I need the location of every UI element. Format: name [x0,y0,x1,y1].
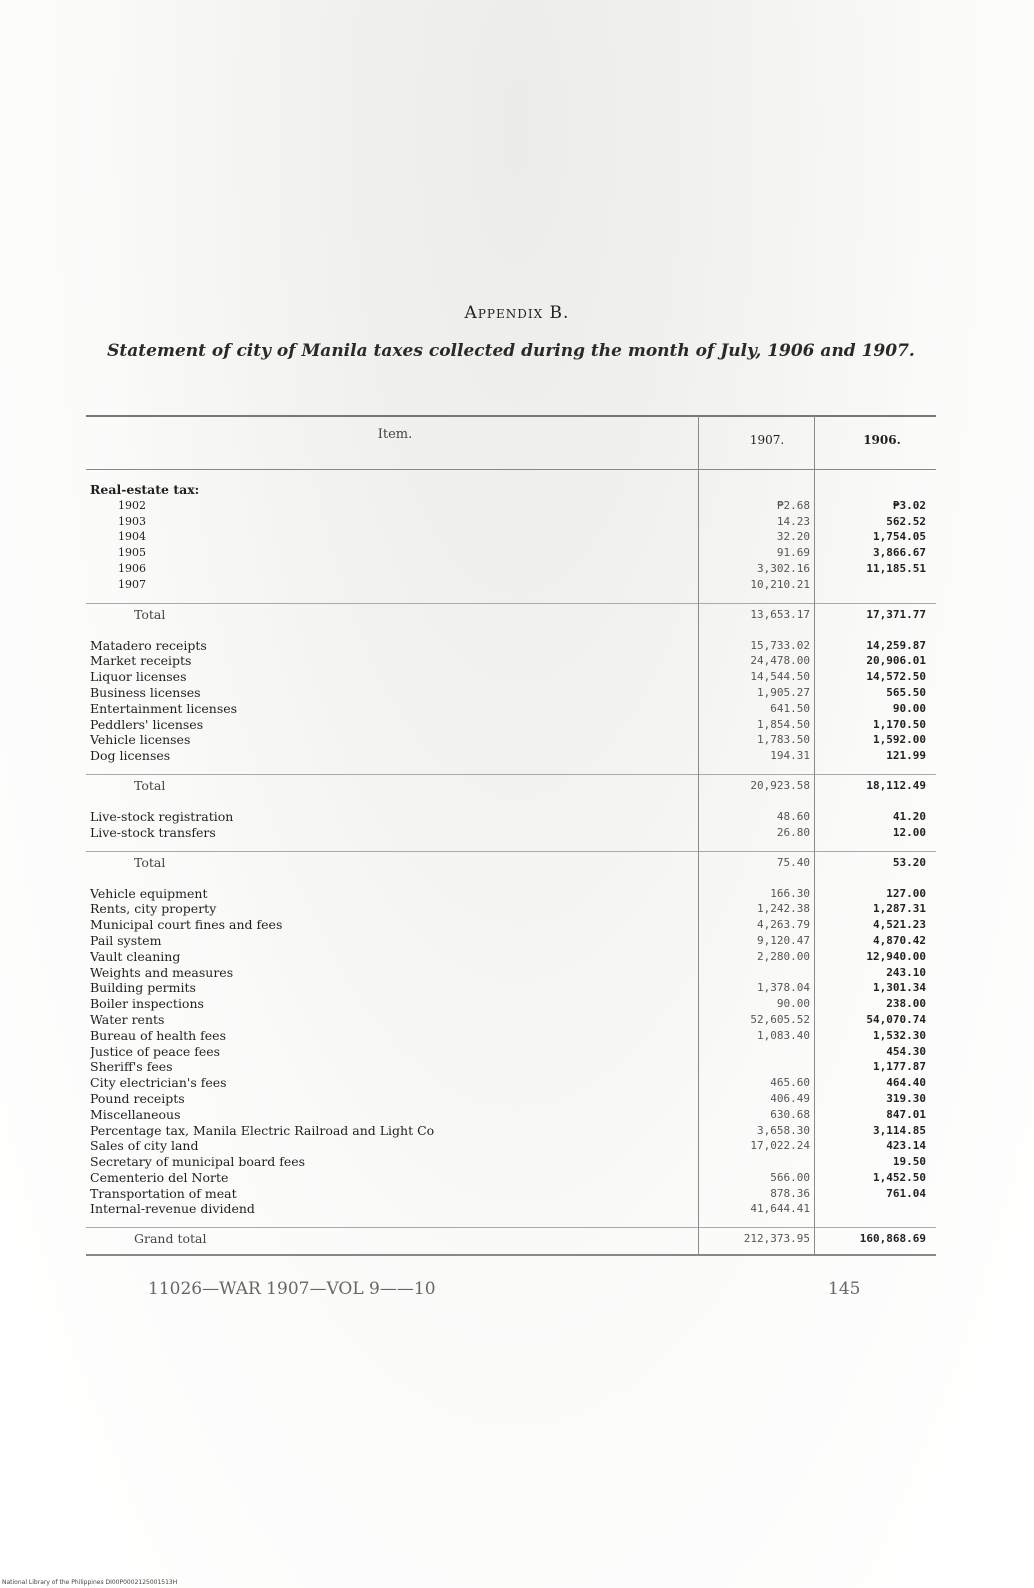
value-1907: 406.49 [770,1091,810,1105]
row-label: Entertainment licenses [90,700,238,716]
value-1906: 11,185.51 [866,561,926,575]
row-label: Peddlers' licenses [90,716,204,732]
value-1906: 1,532.30 [873,1028,926,1042]
total-1907: 75.40 [776,855,810,869]
total-row [86,774,936,797]
value-1907: 566.00 [770,1170,810,1184]
total-label: Total [134,606,166,622]
value-1906: 847.01 [886,1107,926,1121]
row-label: Cementerio del Norte [90,1169,229,1185]
value-1907: 465.60 [770,1076,810,1090]
value-1907: ₱2.68 [776,498,810,512]
table-row [86,717,936,733]
row-label: Vehicle licenses [90,732,191,748]
value-1906: 243.10 [886,965,926,979]
value-1906: 14,572.50 [866,670,926,684]
page-number: 145 [828,1279,861,1299]
value-1906: 1,177.87 [873,1060,926,1074]
row-label: Transportation of meat [90,1185,237,1201]
table-row [86,529,936,545]
total-1906: 160,868.69 [859,1232,926,1246]
total-label: Total [134,854,166,870]
table-row [86,577,936,593]
value-1906: 4,521.23 [873,918,926,932]
table-row [86,498,936,514]
table-row [86,965,936,981]
value-1907: 194.31 [770,749,810,763]
table-row [86,949,936,965]
column-header-1906: 1906. [863,433,901,447]
value-1906: 41.20 [892,809,926,823]
row-label: Municipal court fines and fees [90,917,283,933]
total-1907: 13,653.17 [750,607,810,621]
value-1906: 565.50 [886,685,926,699]
value-1906: 1,287.31 [873,902,926,916]
total-gap [86,1217,936,1227]
tax-table [86,415,936,1256]
table-row [86,1107,936,1123]
section-gap [86,797,936,809]
page-footer: 11026—WAR 1907—VOL 9——10 [148,1279,436,1299]
table-row [86,561,936,577]
row-label: City electrician's fees [90,1075,227,1091]
section-gap [86,626,936,638]
value-1907: 26.80 [776,825,810,839]
row-label: Rents, city property [90,901,217,917]
table-row [86,1059,936,1075]
table-row [86,996,936,1012]
table-row [86,980,936,996]
table-row [86,933,936,949]
table-row [86,1186,936,1202]
value-1906: 1,452.50 [873,1170,926,1184]
table-row [86,748,936,764]
table-row [86,545,936,561]
table-row [86,1154,936,1170]
total-row [86,1227,936,1250]
row-label: Vehicle equipment [90,885,208,901]
value-1907: 9,120.47 [757,933,810,947]
section-gap [86,874,936,886]
table-row [86,701,936,717]
value-1906: 761.04 [886,1186,926,1200]
table-row [86,1044,936,1060]
section-heading [86,482,936,498]
table-row [86,886,936,902]
value-1907: 4,263.79 [757,918,810,932]
value-1906: 90.00 [892,701,926,715]
row-label: Live-stock registration [90,808,234,824]
value-1907: 1,854.50 [757,717,810,731]
row-label: Secretary of municipal board fees [90,1154,306,1170]
value-1907: 14.23 [776,514,810,528]
row-label: 1905 [118,546,146,560]
value-1906: 4,870.42 [873,933,926,947]
row-label: Sheriff's fees [90,1059,173,1075]
table-row [86,638,936,654]
value-1906: 14,259.87 [866,638,926,652]
value-1907: 641.50 [770,701,810,715]
row-label: Internal-revenue dividend [90,1201,255,1217]
row-label: Vault cleaning [90,948,181,964]
total-gap [86,593,936,603]
row-label: Sales of city land [90,1138,199,1154]
row-label: Weights and measures [90,964,234,980]
value-1907: 32.20 [776,530,810,544]
total-gap [86,841,936,851]
appendix-heading: Appendix B. [464,303,570,323]
row-label: Miscellaneous [90,1106,181,1122]
value-1907: 1,083.40 [757,1028,810,1042]
value-1907: 10,210.21 [750,577,810,591]
row-label: Market receipts [90,653,192,669]
value-1907: 1,905.27 [757,685,810,699]
value-1907: 41,644.41 [750,1202,810,1216]
total-1906: 53.20 [892,855,926,869]
total-row [86,851,936,874]
table-row [86,514,936,530]
row-label: Water rents [90,1011,165,1027]
table-row [86,653,936,669]
value-1907: 3,658.30 [757,1123,810,1137]
value-1906: 3,866.67 [873,546,926,560]
table-row [86,917,936,933]
total-row [86,603,936,626]
total-1906: 17,371.77 [866,607,926,621]
table-row [86,1201,936,1217]
total-1907: 20,923.58 [750,778,810,792]
value-1906: 127.00 [886,886,926,900]
value-1907: 91.69 [776,546,810,560]
table-body [86,470,936,1256]
value-1906: ₱3.02 [892,498,926,512]
value-1907: 1,242.38 [757,902,810,916]
table-row [86,1138,936,1154]
row-label: 1903 [118,514,146,528]
value-1907: 14,544.50 [750,670,810,684]
library-credit: National Library of the Philippines DI00P0002125001513H [2,1579,178,1586]
value-1906: 423.14 [886,1139,926,1153]
value-1907: 52,605.52 [750,1012,810,1026]
value-1906: 20,906.01 [866,654,926,668]
table-row [86,1012,936,1028]
value-1907: 878.36 [770,1186,810,1200]
row-label: 1902 [118,498,146,512]
value-1906: 19.50 [892,1155,926,1169]
table-row [86,809,936,825]
value-1906: 454.30 [886,1044,926,1058]
value-1906: 54,070.74 [866,1012,926,1026]
table-row [86,669,936,685]
value-1906: 1,754.05 [873,530,926,544]
row-label: Pail system [90,932,162,948]
value-1906: 319.30 [886,1091,926,1105]
value-1906: 562.52 [886,514,926,528]
value-1907: 48.60 [776,809,810,823]
row-label: Building permits [90,980,196,996]
column-header-1907: 1907. [749,433,785,447]
table-row [86,1170,936,1186]
section-gap [86,470,936,482]
value-1906: 1,592.00 [873,733,926,747]
value-1906: 121.99 [886,749,926,763]
table-row [86,1028,936,1044]
value-1907: 17,022.24 [750,1139,810,1153]
value-1906: 3,114.85 [873,1123,926,1137]
value-1907: 24,478.00 [750,654,810,668]
table-title: Statement of city of Manila taxes collected during the month of July, 1906 and 1907. [107,341,915,361]
total-label: Grand total [134,1231,207,1247]
table-row [86,1123,936,1139]
value-1907: 90.00 [776,997,810,1011]
value-1906: 1,170.50 [873,717,926,731]
row-label: Pound receipts [90,1090,185,1106]
column-header-item: Item. [377,427,413,442]
table-row [86,1091,936,1107]
section-heading-label: Real-estate tax: [90,482,200,497]
total-label: Total [134,777,166,793]
value-1906: 464.40 [886,1076,926,1090]
row-label: Business licenses [90,684,201,700]
column-divider [698,415,699,1256]
total-gap [86,764,936,774]
row-label: 1906 [118,561,146,575]
row-label: 1907 [118,577,146,591]
value-1907: 2,280.00 [757,949,810,963]
table-bottom-rule [86,1254,936,1256]
row-label: Liquor licenses [90,669,187,685]
value-1907: 15,733.02 [750,638,810,652]
row-label: Dog licenses [90,748,171,764]
value-1906: 12,940.00 [866,949,926,963]
table-row [86,685,936,701]
value-1907: 166.30 [770,886,810,900]
value-1906: 12.00 [892,825,926,839]
row-label: Live-stock transfers [90,824,216,840]
total-1906: 18,112.49 [866,778,926,792]
value-1906: 238.00 [886,997,926,1011]
table-row [86,732,936,748]
value-1907: 3,302.16 [757,561,810,575]
value-1907: 1,783.50 [757,733,810,747]
value-1906: 1,301.34 [873,981,926,995]
table-row [86,901,936,917]
row-label: Bureau of health fees [90,1027,226,1043]
column-divider [814,415,815,1256]
row-label: 1904 [118,530,146,544]
value-1907: 1,378.04 [757,981,810,995]
table-row [86,825,936,841]
row-label: Percentage tax, Manila Electric Railroad and Light Co [90,1122,435,1138]
table-header [86,415,936,470]
row-label: Matadero receipts [90,637,207,653]
value-1907: 630.68 [770,1107,810,1121]
row-label: Boiler inspections [90,996,204,1012]
table-row [86,1075,936,1091]
row-label: Justice of peace fees [90,1043,221,1059]
total-1907: 212,373.95 [743,1232,810,1246]
